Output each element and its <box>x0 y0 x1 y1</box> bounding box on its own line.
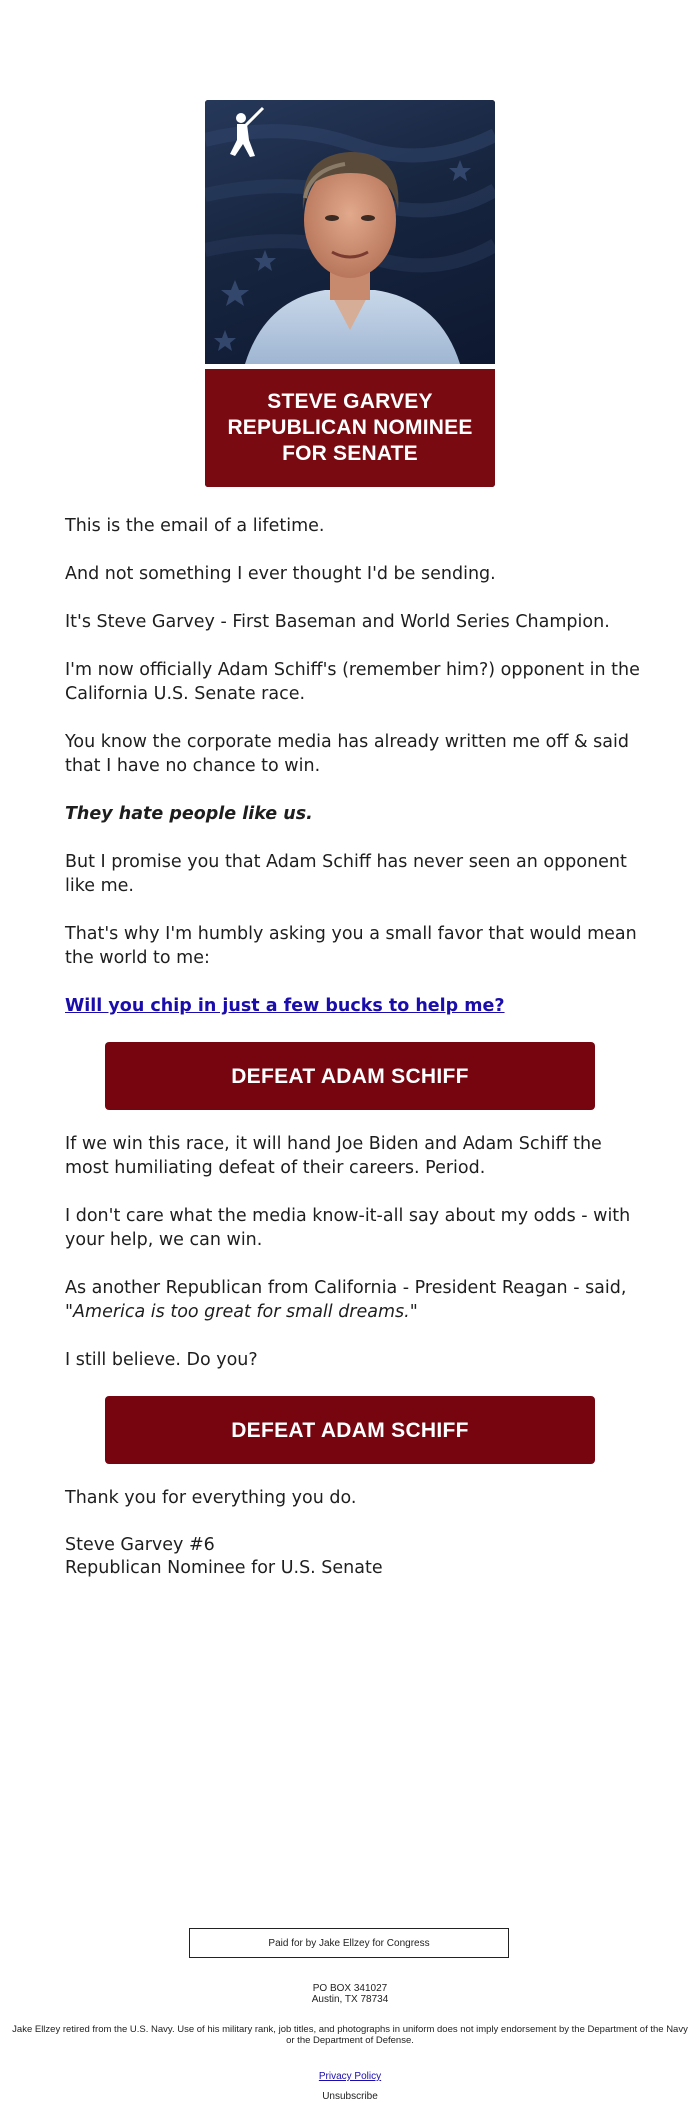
military-disclaimer: Jake Ellzey retired from the U.S. Navy. Use of his military rank, job titles, and photographs in uniform does not imply endorsement by the Department of the Navy or the Department of Defense. <box>12 2024 688 2046</box>
paid-for-disclaimer <box>189 1928 509 1958</box>
paragraph: It's Steve Garvey - First Baseman and World Series Champion. <box>65 612 610 632</box>
defeat-adam-schiff-button[interactable]: DEFEAT ADAM SCHIFF <box>105 1396 595 1464</box>
paragraph: I'm now officially Adam Schiff's (remember him?) opponent in the California U.S. Senate race. <box>65 660 640 704</box>
donate-link[interactable]: Will you chip in just a few bucks to help me? <box>65 996 505 1016</box>
paragraph: I don't care what the media know-it-all say about my odds - with your help, we can win. <box>65 1206 631 1250</box>
signature-name: Steve Garvey #6 <box>65 1535 215 1555</box>
paragraph: I still believe. Do you? <box>65 1350 258 1370</box>
mailing-address <box>0 1983 700 2005</box>
reagan-paragraph <box>65 1276 645 1324</box>
paragraph: You know the corporate media has already written me off & said that I have no chance to win. <box>65 732 629 776</box>
banner-line: STEVE GARVEY <box>267 390 433 413</box>
privacy-policy <box>0 2071 700 2082</box>
hero-banner <box>205 369 495 487</box>
privacy-policy-link[interactable]: Privacy Policy <box>318 2071 382 2082</box>
reagan-intro: As another Republican from California - President Reagan - said, <box>65 1278 627 1298</box>
address-line: Austin, TX 78734 <box>311 1994 389 2005</box>
banner-line: FOR SENATE <box>282 442 418 465</box>
candidate-photo <box>205 100 495 364</box>
hero-image <box>205 100 495 487</box>
signature-title: Republican Nominee for U.S. Senate <box>65 1558 383 1578</box>
paragraph: That's why I'm humbly asking you a small favor that would mean the world to me: <box>65 924 637 968</box>
address-line: PO BOX 341027 <box>312 1983 388 1994</box>
paragraph: If we win this race, it will hand Joe Biden and Adam Schiff the most humiliating defeat of their careers. Period. <box>65 1134 602 1178</box>
paid-for-text: Paid for by Jake Ellzey for Congress <box>268 1937 430 1949</box>
email-body <box>65 514 645 1580</box>
paragraph: This is the email of a lifetime. <box>65 516 325 536</box>
banner-line: REPUBLICAN NOMINEE <box>227 416 473 439</box>
reagan-quote: "America is too great for small dreams." <box>65 1302 418 1322</box>
thanks-line: Thank you for everything you do. <box>65 1488 357 1508</box>
unsubscribe-link[interactable]: Unsubscribe <box>322 2091 378 2102</box>
paragraph: And not something I ever thought I'd be sending. <box>65 564 496 584</box>
emphasis-paragraph: They hate people like us. <box>65 804 313 824</box>
defeat-adam-schiff-button[interactable]: DEFEAT ADAM SCHIFF <box>105 1042 595 1110</box>
paragraph: But I promise you that Adam Schiff has never seen an opponent like me. <box>65 852 627 896</box>
